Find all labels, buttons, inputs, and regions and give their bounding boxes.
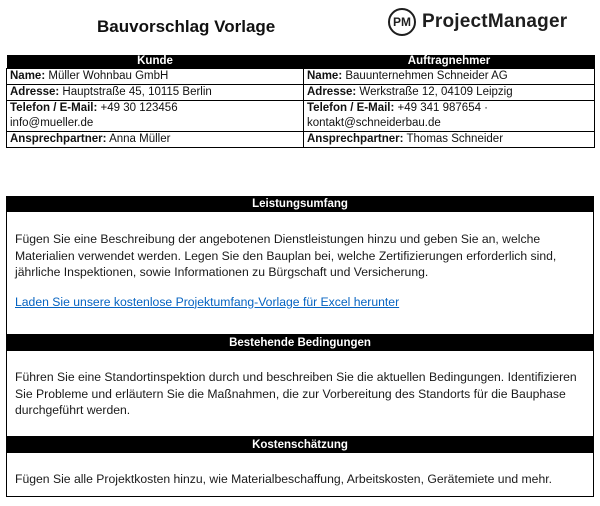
conditions-section (6, 335, 594, 437)
parties-header-row (7, 55, 595, 69)
client-person-label: Ansprechpartner: (10, 133, 107, 145)
client-address-label: Adresse: (10, 86, 60, 98)
contractor-name: Bauunternehmen Schneider AG (345, 70, 508, 82)
scope-section (6, 196, 594, 335)
client-name-label: Name: (10, 70, 46, 82)
contractor-address-label: Adresse: (307, 86, 357, 98)
parties-table (6, 55, 595, 148)
conditions-heading: Bestehende Bedingungen (7, 335, 593, 351)
conditions-body: Führen Sie eine Standortinspektion durch und beschreiben Sie die aktuellen Bedingungen. Identifizieren Sie Probleme und erläutern Sie die Maßnahmen, die zur Vorbereitung des Standorts für die Bauphase durchgeführt werden. (15, 370, 577, 417)
client-address: Hauptstraße 45, 10115 Berlin (62, 86, 212, 98)
estimate-section (6, 437, 594, 497)
client-name: Müller Wohnbau GmbH (48, 70, 169, 82)
estimate-body: Fügen Sie alle Projektkosten hinzu, wie Materialbeschaffung, Arbeitskosten, Gerätemiete und mehr. (15, 472, 552, 486)
client-contact-label: Telefon / E-Mail: (10, 102, 98, 114)
contractor-person: Thomas Schneider (406, 133, 504, 145)
pm-logo-icon: PM (388, 8, 416, 36)
client-name-cell (7, 69, 304, 85)
estimate-heading: Kostenschätzung (7, 437, 593, 453)
contractor-contact: +49 341 987654 · kontakt@schneiderbau.de (307, 102, 489, 129)
client-contact-cell (7, 101, 304, 132)
logo-text: ProjectManager (422, 11, 568, 32)
client-person-cell (7, 132, 304, 148)
contractor-name-label: Name: (307, 70, 343, 82)
page-title: Bauvorschlag Vorlage (97, 17, 276, 36)
contractor-address: Werkstraße 12, 04109 Leipzig (359, 86, 513, 98)
scope-heading: Leistungsumfang (7, 196, 593, 212)
table-row (7, 132, 595, 148)
client-person: Anna Müller (109, 133, 171, 145)
scope-template-link[interactable]: Laden Sie unsere kostenlose Projektumfang-Vorlage für Excel herunter (15, 294, 400, 309)
contractor-address-cell (304, 85, 595, 101)
contractor-person-label: Ansprechpartner: (307, 133, 404, 145)
table-row (7, 101, 595, 132)
table-row (7, 85, 595, 101)
table-row (7, 69, 595, 85)
client-address-cell (7, 85, 304, 101)
contractor-heading: Auftragnehmer (304, 55, 595, 69)
client-contact: +49 30 123456 info@mueller.de (10, 102, 178, 129)
contractor-contact-label: Telefon / E-Mail: (307, 102, 395, 114)
projectmanager-logo (388, 6, 567, 38)
contractor-contact-cell (304, 101, 595, 132)
contractor-name-cell (304, 69, 595, 85)
client-heading: Kunde (7, 55, 304, 69)
scope-body: Fügen Sie eine Beschreibung der angebotenen Dienstleistungen hinzu und geben Sie an, welche Materialien verwendet werden. Legen Sie den Bauplan bei, welche Zertifizierungen erforderlich sind, jährliche Inspektionen, sowie Informationen zu Bürgschaft und Versicherung. (15, 232, 557, 279)
contractor-person-cell (304, 132, 595, 148)
